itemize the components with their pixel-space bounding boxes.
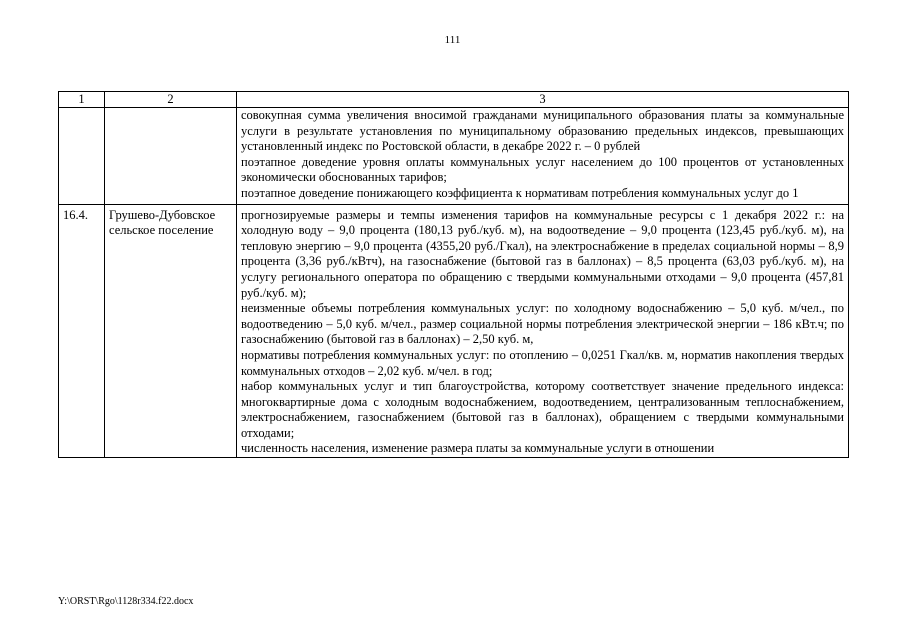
- description-cell: [237, 108, 849, 205]
- column-header-2: 2: [105, 92, 237, 108]
- row-number-cell: [59, 108, 105, 205]
- row-number-cell: 16.4.: [59, 204, 105, 458]
- paragraph: набор коммунальных услуг и тип благоустройства, которому соответствует значение предельного индекса: многоквартирные дома с холодным водоснабжением, водоотведением, централизованным теплоснабжением, электроснабжением, газоснабжением (бытовой газ в баллонах), обращением с твердыми коммунальными отходами;: [241, 379, 844, 440]
- paragraph: нормативы потребления коммунальных услуг: по отоплению – 0,0251 Гкал/кв. м, норматив накопления твердых коммунальных отходов – 2,02 куб. м/чел. в год;: [241, 347, 844, 378]
- footer-file-path: Y:\ORST\Rgo\1128r334.f22.docx: [58, 596, 194, 607]
- document-table: [58, 91, 849, 458]
- paragraph: численность населения, изменение размера платы за коммунальные услуги в отношении: [241, 441, 715, 456]
- page-number: 111: [444, 34, 461, 46]
- table-row: [59, 108, 849, 205]
- column-header-3: 3: [237, 92, 849, 108]
- paragraph: совокупная сумма увеличения вносимой гражданами муниципального образования платы за коммунальные услуги в результате установления по муниципальному образованию предельных индексов, превышающих установленный индекс по Ростовской области, в декабре 2022 г. – 0 рублей: [241, 108, 844, 154]
- paragraph: неизменные объемы потребления коммунальных услуг: по холодному водоснабжению – 5,0 куб. м/чел., по водоотведению – 5,0 куб. м/чел., размер социальной нормы потребления электрической энергии – 186 кВт.ч; по газоснабжению (бытовой газ в баллонах) – 2,50 куб. м,: [241, 301, 844, 347]
- paragraph: поэтапное доведение понижающего коэффициента к нормативам потребления коммунальных услуг до 1: [241, 185, 799, 200]
- municipality-name-cell: Грушево-Дубовское сельское поселение: [105, 204, 237, 458]
- paragraph: поэтапное доведение уровня оплаты коммунальных услуг населением до 100 процентов от установленных экономически обоснованных тарифов;: [241, 154, 844, 185]
- table-header-row: [59, 92, 849, 108]
- table-row: [59, 204, 849, 458]
- paragraph: прогнозируемые размеры и темпы изменения тарифов на коммунальные ресурсы с 1 декабря 2022 г.: на холодную воду – 9,0 процента (180,13 руб./куб. м), на водоотведение – 9,0 процента (123,45 руб./куб. м), на тепловую энергию – 9,0 процента (4355,20 руб./Гкал), на электроснабжение в пределах социальной нормы – 8,9 процента (3,36 руб./кВтч), на газоснабжение (бытовой газ в баллонах) – 8,5 процента (63,03 руб./куб. м), на услугу регионального оператора по обращению с твердыми коммунальными отходами – 9,0 процента (457,81 руб./куб. м);: [241, 207, 844, 300]
- description-cell: [237, 204, 849, 458]
- municipality-name-cell: [105, 108, 237, 205]
- column-header-1: 1: [59, 92, 105, 108]
